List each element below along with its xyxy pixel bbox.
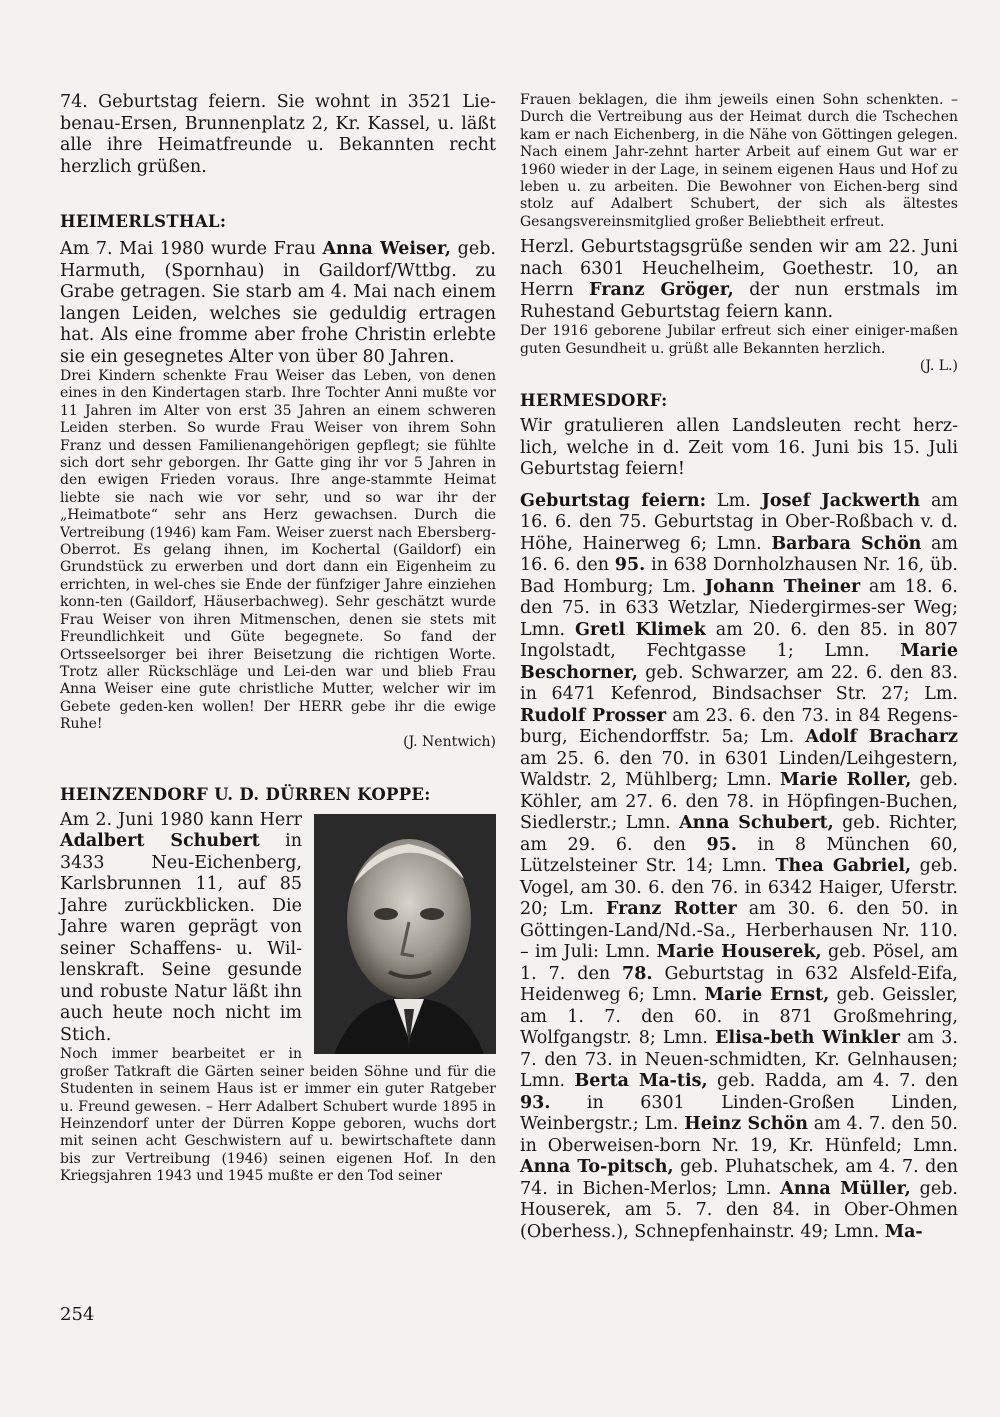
person-name: Barbara Schön xyxy=(771,533,922,554)
hermesdorf-intro: Wir gratulieren allen Landsleuten recht herz-lich, welche in d. Zeit vom 16. Juni bis 15. Juli Geburtstag feiern! xyxy=(520,416,958,480)
entry-text: Lm. xyxy=(706,490,762,511)
portrait-photo xyxy=(314,814,496,1054)
entry-text: am 20. 6. den 85. in 807 Ingolstadt, Fechtgasse 1; Lmn. xyxy=(520,619,958,662)
lead-text: geb. Harmuth, (Spornhau) in Gaildorf/Wttbg. zu Grabe getragen. Sie starb am 4. Mai nach einem langen Leiden, welches sie geduldig ertragen hat. Als eine fromme aber frohe Christin erlebte sie ein gesegnetes Alter von über 80 Jahren. xyxy=(60,239,496,367)
entry-text: geb. Schwarzer, am 22. 6. den 83. in 6471 Kefenrod, Bindsachser Str. 27; Lm. xyxy=(520,662,958,705)
intro-paragraph: 74. Geburtstag feiern. Sie wohnt in 3521 Lie-benau-Ersen, Brunnenplatz 2, Kr. Kassel, u. läßt alle ihre Heimatfreunde u. Bekannten recht herzlich grüßen. xyxy=(60,92,496,177)
lead-text: Am 7. Mai 1980 wurde Frau xyxy=(60,239,316,259)
person-name: 78. xyxy=(622,963,653,984)
person-name: 95. xyxy=(706,834,737,855)
entry-text: geb. Radda, am 4. 7. den xyxy=(707,1071,958,1092)
continuation-paragraph: Frauen beklagen, die ihm jeweils einen Sohn schenkten. – Durch die Vertreibung aus der Heimat durch die Tschechen kam er nach Eichenberg, in die Nähe von Göttingen gelegen. Nach einem Jahr-zehnt harter Arbeit auf einem Gut war er 1960 wieder in der Lage, in seinem eigenen Haus und Hof zu leben u. zu arbeiten. Die Bewohner von Eichen-berg sind stolz auf Adalbert Schubert, der sich als ältestes Gesangsvereinsmitglied großer Beliebtheit erfreut. xyxy=(520,92,958,230)
left-column xyxy=(60,92,496,1186)
person-name: Gretl Klimek xyxy=(575,619,706,640)
right-column xyxy=(520,92,958,1243)
lead-text: in 3433 Neu-Eichenberg, Karlsbrunnen 11, auf 85 Jahre zurückblicken. Die Jahre waren geprägt von seiner Schaffens- u. Wil-lenskraft. Seine gesunde und robuste Natur läßt ihn auch heute noch nicht im Stich. xyxy=(60,831,302,1045)
person-name: Anna To-pitsch, xyxy=(520,1157,674,1178)
lead-text: der nun erstmals im Ruhestand Geburtstag feiern kann. xyxy=(520,280,958,322)
person-name: Franz Gröger, xyxy=(589,280,734,301)
entry-text: am 16. 6. den 75. Geburtstag in Ober-Roßbach v. d. Höhe, Hainerweg 6; Lmn. xyxy=(520,490,959,554)
person-name: Adolf Bracharz xyxy=(805,727,958,748)
entry-text: in 8 München 60, Lützelsteiner Str. 14; Lmn. xyxy=(520,834,958,877)
entry-text: am 25. 6. den 70. in 6301 Linden/Leihgestern, Waldstr. 2, Mühlberg; Lmn. xyxy=(520,748,958,791)
entry-text: geb. Vogel, am 30. 6. den 76. in 6342 Haiger, Uferstr. 20; Lm. xyxy=(520,856,958,920)
person-name: Josef Jackwerth xyxy=(761,490,921,511)
entry-text: geb. Houserek, am 5. 7. den 84. in Ober-Ohmen (Oberhess.), Schnepfenhainstr. 49; Lmn. xyxy=(520,1178,958,1242)
section-heading-hermesdorf: HERMESDORF: xyxy=(520,391,668,411)
entry-text: am 4. 7. den 50. in Oberweisen-born Nr. 19, Kr. Hünfeld; Lmn. xyxy=(520,1114,958,1156)
person-name: Anna Weiser, xyxy=(322,239,452,259)
entry-text: am 23. 6. den 73. in 84 Regens-burg, Eichendorffstr. 5a; Lm. xyxy=(520,705,959,748)
birthday-body: Noch immer bearbeitet er in großer Tatkraft die Gärten seiner beiden Söhne und für die Studenten in seinem Haus ist er immer ein guter Ratgeber u. Freund gewesen. – Herr Adalbert Schubert wurde 1895 in Heinzendorf unter der Dürren Koppe geboren, wuchs dort mit seinen acht Geschwistern auf u. bewirtschaftete dann bis zur Vertreibung (1946) seinen eigenen Hof. In den Kriegsjahren 1943 und 1945 mußte er den Tod seiner xyxy=(60,1046,496,1185)
lead-text: Am 2. Juni 1980 kann Herr xyxy=(60,809,302,830)
greeting-lead xyxy=(520,237,958,323)
entry-text: geb. Pluhatschek, am 4. 7. den 74. in Bichen-Merlos; Lmn. xyxy=(520,1157,959,1199)
entry-text: geb. Richter, am 29. 6. den xyxy=(520,813,958,855)
entry-text: geb. Pösel, am 1. 7. den xyxy=(520,942,959,984)
entry-text: geb. Köhler, am 27. 6. den 78. in Höpfingen-Buchen, Siedlerstr.; Lmn. xyxy=(520,770,959,834)
entry-text: geb. Geissler, am 1. 7. den 60. in 871 Großmehring, Wolfgangstr. 8; Lmn. xyxy=(520,985,958,1049)
entry-text: am 3. 7. den 73. in Neuen-schmidten, Kr. Gelnhausen; Lmn. xyxy=(520,1028,958,1092)
section-heading-heinzendorf: HEINZENDORF U. D. DÜRREN KOPPE: xyxy=(60,784,431,804)
portrait-illustration xyxy=(314,814,496,1054)
note-text: Der 1916 geborene Jubilar erfreut sich einer einiger-maßen guten Gesundheit u. grüßt alle Bekannten herzlich. xyxy=(520,323,958,357)
person-name: Thea Gabriel, xyxy=(775,856,912,877)
greeting-note xyxy=(520,323,958,358)
birthday-list xyxy=(520,491,958,1244)
obituary-body: Drei Kindern schenkte Frau Weiser das Leben, von denen eines in den Kindertagen starb. Ihre Tochter Anni mußte vor 11 Jahren im Alter von erst 35 Jahren an einem schweren Leiden sterben. So wurde Frau Weiser von ihrem Sohn Franz und dessen Familienangehörigen gepflegt; sie fühlte sich dort sehr geborgen. Ihr Gatte ging ihr vor 5 Jahren in den ewigen Frieden voraus. Ihre ange-stammte Heimat liebte sie nach wie vor sehr, und so war ihr der „Heimatbote“ sehr ans Herz gewachsen. Durch die Vertreibung (1946) kam Fam. Weiser zuerst nach Ebersberg-Oberrot. Es gelang ihnen, im Kochertal (Gaildorf) ein Grundstück zu erwerben und dort dann ein Eigenheim zu errichten, in wel-ches sie Ende der fünfziger Jahre einziehen konn-ten (Gaildorf, Häuserbachweg). Sehr geschätzt wurde Frau Weiser von ihren Mitmenschen, denen sie stets mit Freundlichkeit und Güte begegnete. So fand der Ortsseelsorger bei ihrer Beisetzung die richtigen Worte. Trotz aller Rückschläge und Lei-den war und blieb Frau Anna Weiser eine gute christliche Mutter, welcher wir im Gebete geden-ken wollen! Der HERR gebe ihr die ewige Ruhe! xyxy=(60,368,496,733)
person-name: 93. xyxy=(520,1092,551,1113)
person-name: Heinz Schön xyxy=(684,1114,808,1135)
person-name: Anna Müller, xyxy=(780,1178,911,1199)
person-name: Marie Roller, xyxy=(780,770,912,791)
lead-text: Herzl. Geburtstagsgrüße senden wir am 22. Juni nach 6301 Heuchelheim, Goethestr. 10, an Herrn xyxy=(520,237,958,301)
person-name: Marie Houserek, xyxy=(656,942,822,963)
obituary-lead xyxy=(60,239,496,368)
person-name: Adalbert Schubert xyxy=(60,831,260,852)
entry-text: am 16. 6. den xyxy=(520,533,959,576)
entry-text: Geburtstag in 632 Alsfeld-Eifa, Heidenweg 6; Lmn. xyxy=(520,963,958,1006)
author-signature: (J. L.) xyxy=(919,358,958,375)
person-name: Marie Beschorner, xyxy=(520,641,958,683)
person-name: Ma- xyxy=(884,1221,923,1242)
section-heading-heimerlsthal: HEIMERLSTHAL: xyxy=(60,212,227,231)
list-label: Geburtstag feiern: xyxy=(520,490,707,511)
entry-text: am 30. 6. den 50. in Göttingen-Land/Nd.-Sa., Herberhausen Nr. 110. – im Juli: Lmn. xyxy=(520,899,959,963)
person-name: Marie Ernst, xyxy=(704,985,830,1006)
person-name: Elisa-beth Winkler xyxy=(715,1028,900,1049)
person-name: Franz Rotter xyxy=(606,899,737,920)
entry-text: am 18. 6. den 75. in 633 Wetzlar, Niedergirmes-ser Weg; Lmn. xyxy=(520,576,958,640)
author-signature: (J. Nentwich) xyxy=(403,733,496,750)
entry-text: in 638 Dornholzhausen Nr. 16, üb. Bad Homburg; Lm. xyxy=(520,555,958,597)
person-name: Rudolf Prosser xyxy=(520,705,667,726)
person-name: 95. xyxy=(614,555,646,576)
page-number: 254 xyxy=(60,1304,95,1325)
person-name: Johann Theiner xyxy=(704,576,861,597)
entry-text: in 6301 Linden-Großen Linden, Weinbergstr.; Lm. xyxy=(520,1092,958,1135)
person-name: Anna Schubert, xyxy=(679,813,834,834)
person-name: Berta Ma-tis, xyxy=(574,1071,708,1092)
